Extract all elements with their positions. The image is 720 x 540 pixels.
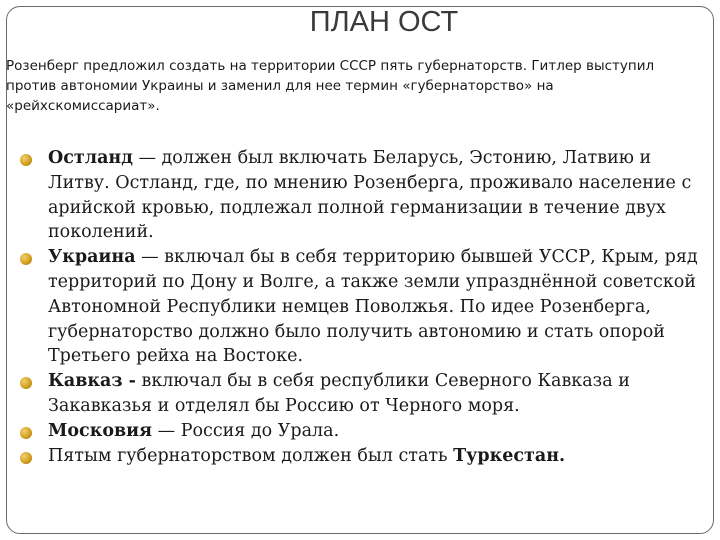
bullet-text: — Россия до Урала. — [152, 420, 340, 441]
bullet-text: Пятым губернаторством должен был стать — [48, 445, 454, 466]
bullet-text: — должен был включать Беларусь, Эстонию, Латвию и Литву. Остланд, где, по мнению Розенберга, проживало население с арийской кровью, подлежал полной германизации в течение двух поколений. — [48, 148, 692, 243]
bullet-item-ostland — [0, 146, 712, 245]
bullet-item-turkestan — [0, 444, 712, 469]
bullet-dot-icon — [20, 427, 32, 439]
bullet-term: Туркестан. — [453, 445, 566, 466]
bullet-term: Остланд — [48, 148, 133, 168]
bullet-term: Украина — [48, 247, 136, 268]
bullet-term: Московия — [48, 420, 153, 441]
intro-paragraph: Розенберг предложил создать на территории СССР пять губернаторств. Гитлер выступил против автономии Украины и заменил для нее термин «губернаторство» на «рейхскомиссариат». — [6, 58, 655, 114]
slide-title: ПЛАН ОСТ — [309, 6, 459, 38]
bullet-dot-icon — [20, 154, 32, 166]
bullet-list — [0, 146, 712, 468]
bullet-dot-icon — [20, 253, 32, 265]
bullet-dot-icon — [20, 377, 32, 389]
bullet-item-moskoviya — [0, 419, 712, 444]
bullet-text: включал бы в себя республики Северного Кавказа и Закавказья и отделял бы Россию от Черного моря. — [48, 371, 630, 416]
bullet-term: Кавказ - — [48, 371, 136, 392]
bullet-item-kavkaz — [0, 369, 712, 419]
bullet-dot-icon — [20, 452, 32, 464]
bullet-text: — включал бы в себя территорию бывшей УССР, Крым, ряд территорий по Дону и Волге, а также земли упразднённой советской Автономной Республики немцев Поволжья. По идее Розенберга, губернаторство должно было получить автономию и стать опорой Третьего рейха на Востоке. — [48, 247, 698, 367]
bullet-item-ukraina — [0, 245, 712, 369]
